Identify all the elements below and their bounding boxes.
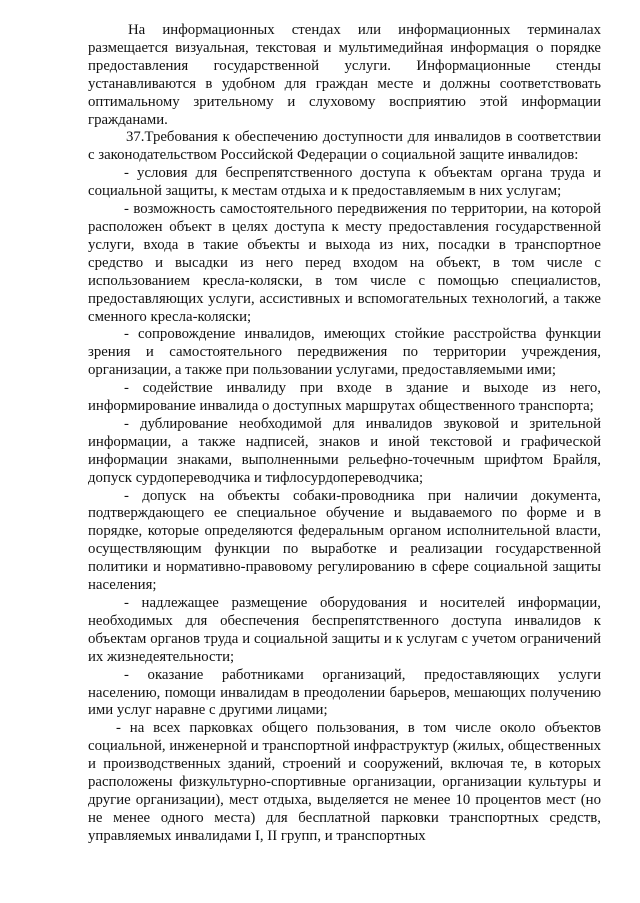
paragraph-info-stands: На информационных стендах или информационных терминалах размещается визуальная, текстовая и мультимедийная информация о порядке предоставления государственной услуги. Информационные стенды устанавливаются в удобном для граждан месте и должны соответствовать оптимальному зрительному и слуховому восприятию этой информации гражданами. (88, 22, 601, 128)
document-page (88, 22, 601, 846)
list-item-information-duplication: - дублирование необходимой для инвалидов звуковой и зрительной информации, а также надписей, знаков и иной текстовой и графической информации знаками, выполненными рельефно-точечным шрифтом Брайля, допуск сурдопереводчика и тифлосурдопереводчика; (88, 415, 601, 486)
list-item-equipment-placement: - надлежащее размещение оборудования и носителей информации, необходимых для обеспечения беспрепятственного доступа инвалидов к объектам органов труда и социальной защиты и к услугам с учетом ограничений их жизнедеятельности; (88, 595, 601, 665)
list-item-staff-assistance: - оказание работниками организаций, предоставляющих услуги населению, помощи инвалидам в преодолении барьеров, мешающих получению ими услуг наравне с другими лицами; (88, 666, 601, 719)
list-item-escort: - сопровождение инвалидов, имеющих стойкие расстройства функции зрения и самостоятельного передвижения по территории учреждения, организации, а также при пользовании услугами, предоставляемыми ими; (88, 326, 601, 379)
list-item-access-conditions: - условия для беспрепятственного доступа к объектам органа труда и социальной защиты, к местам отдыха и к предоставляемым в них услугам; (88, 165, 601, 200)
list-item-parking: - на всех парковках общего пользования, в том числе около объектов социальной, инженерной и транспортной инфраструктур (жилых, общественных и производственных зданий, строений и сооружений, включая те, в которых расположены физкультурно-спортивные организации, организации культуры и другие организации), мест отдыха, выделяется не менее 10 процентов мест (но не менее одного места) для бесплатной парковки транспортных средств, управляемых инвалидами I, II групп, и транспортных (88, 720, 601, 844)
list-item-guide-dog-access: - допуск на объекты собаки-проводника при наличии документа, подтверждающего ее специальное обучение и выдаваемого по форме и в порядке, которые определяются федеральным органом исполнительной власти, осуществляющим функции по выработке и реализации государственной политики и нормативно-правовому регулированию в сфере социальной защиты населения; (88, 487, 601, 594)
list-item-entry-assistance: - содействие инвалиду при входе в здание и выходе из него, информирование инвалида о доступных маршрутах общественного транспорта; (88, 380, 601, 415)
list-item-independent-movement: - возможность самостоятельного передвижения по территории, на которой расположен объект в целях доступа к месту предоставления государственной услуги, входа в такие объекты и выхода из них, посадки в транспортное средство и высадки из него перед входом на объект, в том числе с использованием кресла-коляски, в том числе с помощью специалистов, предоставляющих услуги, ассистивных и вспомогательных технологий, а также сменного кресла-коляски; (88, 201, 601, 325)
paragraph-accessibility-requirements: 37.Требования к обеспечению доступности для инвалидов в соответствии с законодательством Российской Федерации о социальной защите инвалидов: (88, 129, 601, 164)
